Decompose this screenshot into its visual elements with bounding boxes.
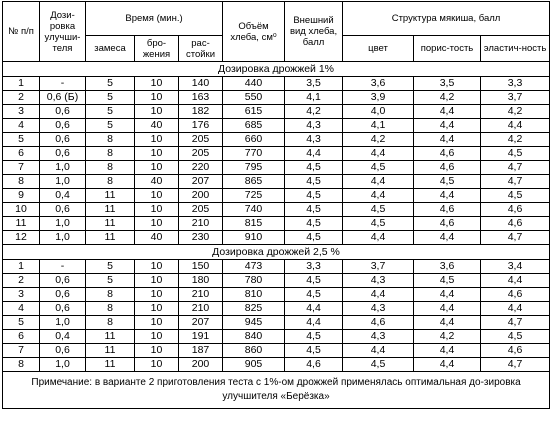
table-cell: 9: [3, 189, 40, 203]
table-cell: 1,0: [40, 175, 86, 189]
table-cell: 6: [3, 330, 40, 344]
table-row: [3, 330, 550, 344]
table-cell: 1: [3, 260, 40, 274]
header-appearance: Внешний вид хлеба, балл: [285, 2, 343, 62]
table-cell: 4,6: [285, 358, 343, 372]
table-cell: 825: [223, 302, 285, 316]
table-cell: 210: [179, 217, 223, 231]
table-cell: 4,5: [343, 203, 414, 217]
table-cell: 5: [3, 133, 40, 147]
table-cell: 140: [179, 77, 223, 91]
table-cell: 4,4: [414, 189, 481, 203]
table-cell: 4,5: [481, 330, 550, 344]
table-cell: 182: [179, 105, 223, 119]
table-cell: 200: [179, 189, 223, 203]
table-cell: 0,6: [40, 133, 86, 147]
table-cell: 4,3: [285, 133, 343, 147]
table-cell: 4: [3, 302, 40, 316]
table-cell: 12: [3, 231, 40, 245]
table-cell: 4,4: [343, 288, 414, 302]
table-cell: 5: [3, 316, 40, 330]
table-row: [3, 217, 550, 231]
table-cell: 8: [86, 175, 135, 189]
table-cell: 40: [135, 119, 179, 133]
table-cell: 8: [3, 358, 40, 372]
table-cell: 1,0: [40, 231, 86, 245]
header-time: Время (мин.): [86, 2, 223, 36]
table-cell: 4,6: [414, 203, 481, 217]
table-cell: 4,4: [414, 344, 481, 358]
section-row: [3, 62, 550, 77]
table-cell: 4,2: [414, 91, 481, 105]
table-cell: 8: [86, 133, 135, 147]
table-cell: 10: [135, 203, 179, 217]
table-cell: 200: [179, 358, 223, 372]
table-cell: 615: [223, 105, 285, 119]
table-cell: 207: [179, 316, 223, 330]
table-cell: 0,6: [40, 274, 86, 288]
table-cell: 0,6: [40, 147, 86, 161]
table-row: [3, 344, 550, 358]
table-cell: 4,3: [285, 119, 343, 133]
table-row: [3, 203, 550, 217]
header-elasticity: эластич-ность: [481, 36, 550, 62]
table-row: [3, 189, 550, 203]
table-cell: 4,5: [285, 274, 343, 288]
table-cell: 4,5: [285, 175, 343, 189]
table-cell: 4,4: [343, 175, 414, 189]
table-cell: 8: [86, 147, 135, 161]
table-cell: 1,0: [40, 358, 86, 372]
table-cell: 4,5: [285, 189, 343, 203]
table-cell: 3,6: [414, 260, 481, 274]
table-cell: -: [40, 77, 86, 91]
table-cell: 4,4: [343, 147, 414, 161]
table-cell: 10: [135, 77, 179, 91]
table-cell: 207: [179, 175, 223, 189]
table-cell: 4,6: [481, 203, 550, 217]
table-body: [3, 62, 550, 409]
section-title: Дозировка дрожжей 2,5 %: [3, 245, 550, 260]
table-cell: 187: [179, 344, 223, 358]
table-cell: 810: [223, 288, 285, 302]
table-cell: 945: [223, 316, 285, 330]
table-cell: 210: [179, 302, 223, 316]
table-cell: 4,5: [343, 358, 414, 372]
table-cell: 10: [135, 161, 179, 175]
table-row: [3, 161, 550, 175]
table-cell: 0,4: [40, 189, 86, 203]
table-cell: 3,5: [414, 77, 481, 91]
table-cell: 205: [179, 203, 223, 217]
table-cell: 3,3: [285, 260, 343, 274]
table-cell: 7: [3, 161, 40, 175]
table-cell: 5: [86, 105, 135, 119]
table-cell: 1,0: [40, 217, 86, 231]
table-cell: 4,4: [481, 302, 550, 316]
table-row: [3, 147, 550, 161]
table-cell: 4,3: [343, 330, 414, 344]
table-cell: 4,5: [285, 161, 343, 175]
table-row: [3, 302, 550, 316]
table-cell: 4,4: [285, 316, 343, 330]
table-cell: 4,5: [343, 161, 414, 175]
table-row: [3, 133, 550, 147]
table-cell: 0,6: [40, 105, 86, 119]
table-cell: 3: [3, 105, 40, 119]
table-cell: 8: [86, 161, 135, 175]
header-fermentation: бро-жения: [135, 36, 179, 62]
table-cell: 4,7: [481, 161, 550, 175]
table-cell: 4,3: [343, 302, 414, 316]
table-cell: 11: [86, 189, 135, 203]
table-cell: 4,2: [414, 330, 481, 344]
table-cell: 4,2: [285, 105, 343, 119]
header-improver-dose: Дози-ровка улучши-теля: [40, 2, 86, 62]
table-cell: 8: [86, 288, 135, 302]
table-cell: 4,6: [414, 161, 481, 175]
table-cell: 8: [3, 175, 40, 189]
table-cell: 440: [223, 77, 285, 91]
table-cell: 10: [3, 203, 40, 217]
table-cell: 4,7: [481, 231, 550, 245]
table-cell: 4,4: [414, 119, 481, 133]
table-cell: 4,6: [481, 288, 550, 302]
table-cell: 40: [135, 231, 179, 245]
table-cell: 0,6: [40, 344, 86, 358]
header-kneading: замеса: [86, 36, 135, 62]
table-cell: 0,6 (Б): [40, 91, 86, 105]
table-row: [3, 91, 550, 105]
table-cell: 3,3: [481, 77, 550, 91]
table-cell: 3: [3, 288, 40, 302]
table-cell: 3,7: [343, 260, 414, 274]
table-cell: 3,7: [481, 91, 550, 105]
table-cell: 840: [223, 330, 285, 344]
table-cell: 5: [86, 77, 135, 91]
table-cell: 176: [179, 119, 223, 133]
table-cell: 685: [223, 119, 285, 133]
table-cell: 205: [179, 133, 223, 147]
table-note: Примечание: в варианте 2 приготовления теста с 1%-ом дрожжей применялась оптимальная до-зировка улучшителя «Берёзка»: [3, 372, 550, 409]
table-cell: 5: [86, 91, 135, 105]
table-cell: 4: [3, 119, 40, 133]
table-cell: 4,7: [481, 316, 550, 330]
table-header: [3, 2, 550, 62]
table-cell: 4,5: [285, 217, 343, 231]
table-cell: 660: [223, 133, 285, 147]
table-cell: 550: [223, 91, 285, 105]
table-cell: 4,5: [414, 175, 481, 189]
table-cell: 150: [179, 260, 223, 274]
table-row: [3, 105, 550, 119]
table-cell: 0,6: [40, 288, 86, 302]
table-cell: 4,5: [481, 189, 550, 203]
table-cell: 180: [179, 274, 223, 288]
table-row: [3, 119, 550, 133]
table-cell: 10: [135, 147, 179, 161]
table-cell: 4,4: [414, 105, 481, 119]
table-cell: 860: [223, 344, 285, 358]
table-cell: 4,4: [414, 231, 481, 245]
table-cell: 163: [179, 91, 223, 105]
table-cell: -: [40, 260, 86, 274]
table-cell: 4,5: [285, 231, 343, 245]
table-cell: 10: [135, 91, 179, 105]
table-cell: 10: [135, 217, 179, 231]
table-cell: 1: [3, 77, 40, 91]
table-cell: 2: [3, 91, 40, 105]
table-cell: 4,2: [343, 133, 414, 147]
table-cell: 4,5: [481, 147, 550, 161]
table-cell: 230: [179, 231, 223, 245]
table-cell: 205: [179, 147, 223, 161]
table-cell: 8: [86, 302, 135, 316]
table-cell: 4,4: [285, 147, 343, 161]
table-cell: 4,5: [285, 203, 343, 217]
table-cell: 210: [179, 288, 223, 302]
table-cell: 910: [223, 231, 285, 245]
table-cell: 0,6: [40, 203, 86, 217]
table-cell: 10: [135, 274, 179, 288]
header-porosity: порис-тость: [414, 36, 481, 62]
table-cell: 725: [223, 189, 285, 203]
table-cell: 770: [223, 147, 285, 161]
table-row: [3, 231, 550, 245]
table-cell: 4,6: [343, 316, 414, 330]
table-cell: 780: [223, 274, 285, 288]
table-cell: 10: [135, 316, 179, 330]
table-row: [3, 175, 550, 189]
table-cell: 4,4: [343, 344, 414, 358]
table-cell: 2: [3, 274, 40, 288]
table-cell: 8: [86, 316, 135, 330]
table-cell: 11: [86, 231, 135, 245]
table-cell: 4,4: [343, 189, 414, 203]
table-cell: 5: [86, 119, 135, 133]
table-cell: 4,4: [414, 316, 481, 330]
header-color: цвет: [343, 36, 414, 62]
table-cell: 4,4: [414, 288, 481, 302]
results-table-container: [2, 1, 549, 409]
table-cell: 11: [86, 217, 135, 231]
table-cell: 1,0: [40, 161, 86, 175]
table-cell: 4,4: [481, 274, 550, 288]
header-crumb-structure: Структура мякиша, балл: [343, 2, 550, 36]
table-cell: 4,6: [481, 217, 550, 231]
table-cell: 865: [223, 175, 285, 189]
table-cell: 473: [223, 260, 285, 274]
table-cell: 4,6: [481, 344, 550, 358]
table-cell: 4,6: [414, 217, 481, 231]
table-cell: 4,3: [343, 274, 414, 288]
table-cell: 11: [86, 203, 135, 217]
table-cell: 11: [86, 358, 135, 372]
table-cell: 3,6: [343, 77, 414, 91]
table-cell: 220: [179, 161, 223, 175]
table-row: [3, 316, 550, 330]
table-cell: 10: [135, 330, 179, 344]
table-cell: 795: [223, 161, 285, 175]
table-cell: 4,2: [481, 133, 550, 147]
table-cell: 11: [3, 217, 40, 231]
table-row: [3, 77, 550, 91]
table-cell: 4,0: [343, 105, 414, 119]
table-cell: 11: [86, 330, 135, 344]
table-cell: 4,7: [481, 358, 550, 372]
table-cell: 815: [223, 217, 285, 231]
table-cell: 1,0: [40, 316, 86, 330]
table-cell: 6: [3, 147, 40, 161]
table-cell: 4,4: [343, 231, 414, 245]
table-cell: 3,9: [343, 91, 414, 105]
table-cell: 40: [135, 175, 179, 189]
table-row: [3, 358, 550, 372]
header-number: № п/п: [3, 2, 40, 62]
table-cell: 10: [135, 260, 179, 274]
table-cell: 0,6: [40, 302, 86, 316]
note-row: [3, 372, 550, 409]
table-cell: 5: [86, 274, 135, 288]
table-cell: 0,4: [40, 330, 86, 344]
table-cell: 0,6: [40, 119, 86, 133]
table-cell: 4,7: [481, 175, 550, 189]
table-cell: 4,4: [414, 358, 481, 372]
table-cell: 191: [179, 330, 223, 344]
table-row: [3, 274, 550, 288]
table-cell: 4,4: [414, 302, 481, 316]
table-cell: 4,5: [285, 288, 343, 302]
table-cell: 7: [3, 344, 40, 358]
header-proofing: рас-стойки: [179, 36, 223, 62]
table-cell: 4,4: [285, 302, 343, 316]
table-cell: 11: [86, 344, 135, 358]
table-cell: 4,4: [414, 133, 481, 147]
results-table: [2, 1, 550, 409]
table-cell: 4,6: [414, 147, 481, 161]
section-row: [3, 245, 550, 260]
table-cell: 10: [135, 358, 179, 372]
table-cell: 4,5: [285, 330, 343, 344]
table-cell: 3,4: [481, 260, 550, 274]
table-cell: 10: [135, 105, 179, 119]
table-cell: 4,5: [414, 274, 481, 288]
table-cell: 10: [135, 344, 179, 358]
table-cell: 4,4: [481, 119, 550, 133]
table-cell: 4,2: [481, 105, 550, 119]
table-cell: 4,5: [343, 217, 414, 231]
section-title: Дозировка дрожжей 1%: [3, 62, 550, 77]
table-cell: 740: [223, 203, 285, 217]
table-cell: 4,5: [285, 344, 343, 358]
table-cell: 10: [135, 189, 179, 203]
header-bread-volume: Объём хлеба, см⁰: [223, 2, 285, 62]
table-cell: 10: [135, 133, 179, 147]
table-cell: 10: [135, 302, 179, 316]
table-cell: 4,1: [343, 119, 414, 133]
table-cell: 905: [223, 358, 285, 372]
table-row: [3, 260, 550, 274]
table-row: [3, 288, 550, 302]
table-cell: 4,1: [285, 91, 343, 105]
table-cell: 5: [86, 260, 135, 274]
table-cell: 3,5: [285, 77, 343, 91]
table-cell: 10: [135, 288, 179, 302]
